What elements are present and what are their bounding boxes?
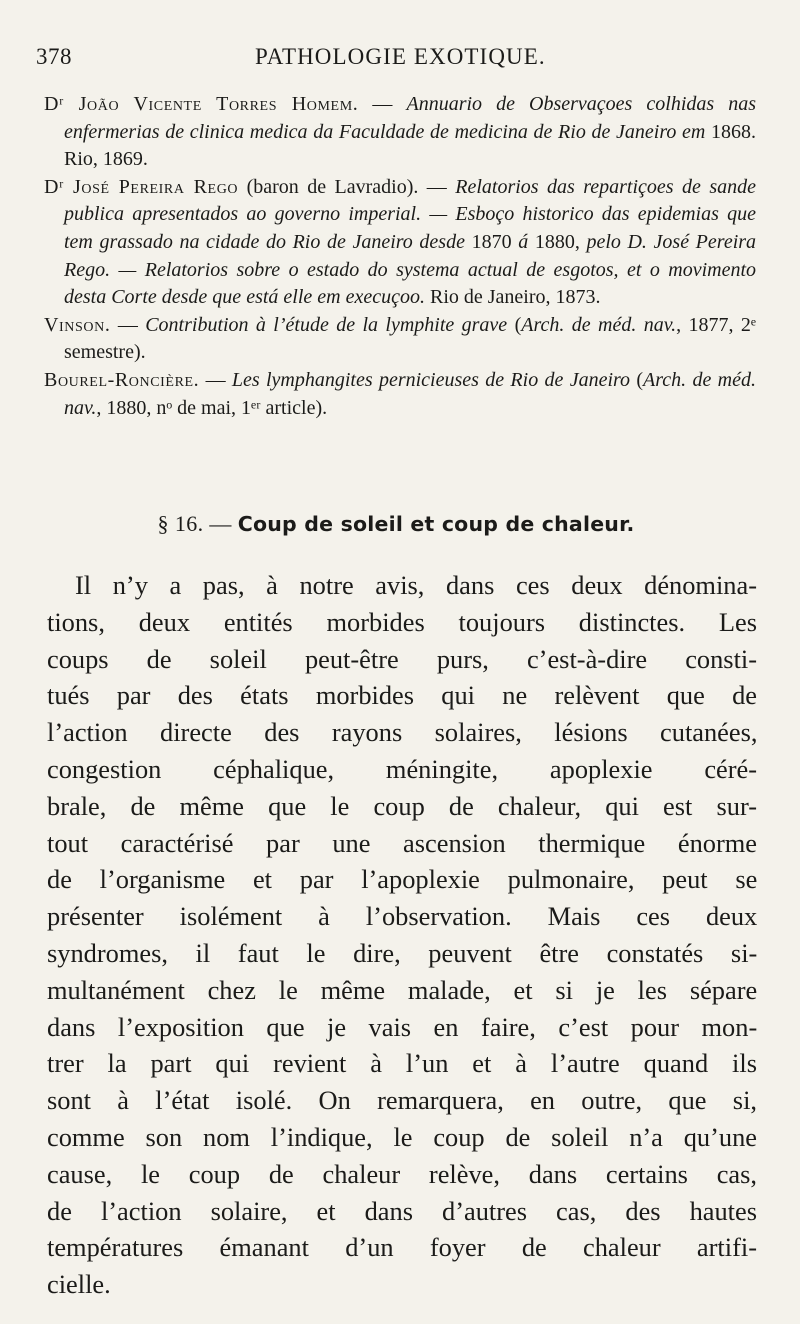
bib-journal: Arch. de méd. nav. <box>64 368 756 419</box>
section-number: § 16. — <box>157 511 232 536</box>
body-paragraph <box>47 567 757 1303</box>
bib-author: Vinson. <box>44 313 111 336</box>
bib-text: ( <box>507 313 522 336</box>
bib-entry <box>44 367 756 422</box>
bib-text: á <box>518 230 529 253</box>
text-line: de l’action solaire, et dans d’autres cas, des hautes <box>47 1195 757 1226</box>
bib-details: , 1877, 2ᵉ semestre). <box>64 313 757 364</box>
text-line: brale, de même que le coup de chaleur, qui est sur- <box>47 790 757 821</box>
bib-text: — <box>199 368 232 391</box>
bibliography <box>44 91 756 422</box>
text-line: comme son nom l’indique, le coup de soleil n’a qu’une <box>47 1121 757 1152</box>
text-line: syndromes, il faut le dire, peuvent être constatés si- <box>47 937 758 968</box>
text-line: tués par des états morbides qui ne relèvent que de <box>47 680 757 711</box>
text-line: présenter isolément à l’observation. Mais ces deux <box>47 901 758 932</box>
text-line: Il n’y a pas, à notre avis, dans ces deux dénomina- <box>75 570 757 600</box>
bib-separator: — <box>358 93 407 115</box>
page-header <box>36 44 776 78</box>
text-line: sont à l’état isolé. On remarquera, en outre, que si, <box>47 1085 757 1116</box>
bib-text: ( <box>630 368 644 391</box>
text-line: trer la part qui revient à l’un et à l’autre quand ils <box>47 1048 757 1079</box>
bib-details: , 1880, nᵒ de mai, 1ᵉʳ article). <box>96 396 328 419</box>
text-line: cielle. <box>47 1269 111 1300</box>
bib-text: 1880, <box>528 230 587 253</box>
bib-author: Bourel-Roncière. <box>44 368 200 391</box>
bib-author: Dʳ João Vicente Torres Homem. <box>44 93 359 115</box>
section-title: Coup de soleil et coup de chaleur. <box>237 512 635 536</box>
text-line: tout caractérisé par une ascension thermique énorme <box>47 827 757 858</box>
bib-title: pelo D. José Pereira Rego. — Relatorios sobre o estado do systema actual de esgotos, et o movimento desta Corte desde que está elle em execuçoo. <box>64 230 757 309</box>
bib-entry <box>44 174 756 312</box>
section-heading <box>40 511 752 537</box>
text-line: l’action directe des rayons solaires, lésions cutanées, <box>47 717 758 748</box>
bib-text: — <box>110 313 146 336</box>
bib-text: (baron de Lavradio). — <box>238 175 456 198</box>
text-line: températures émanant d’un foyer de chaleur artifi- <box>47 1232 757 1263</box>
page-number: 378 <box>36 44 72 69</box>
bib-author: Dʳ José Pereira Rego <box>44 175 239 198</box>
text-line: cause, le coup de chaleur relève, dans certains cas, <box>47 1158 757 1189</box>
text-line: coups de soleil peut-être purs, c’est-à-dire consti- <box>47 643 758 674</box>
bib-title: Relatorios das repartiçoes de sande publica apresentados ao governo imperial. — Esboço historico das epidemias que tem grassado na cidade do Rio de Janeiro desde <box>64 175 756 253</box>
bib-entry <box>44 312 756 367</box>
bib-title: Contribution à l’étude de la lymphite grave <box>145 313 508 336</box>
bib-details: 1868. Rio, 1869. <box>64 120 756 171</box>
bib-title: Les lymphangites pernicieuses de Rio de Janeiro <box>231 368 631 391</box>
text-line: de l’organisme et par l’apoplexie pulmonaire, peut se <box>47 864 758 895</box>
text-line: dans l’exposition que je vais en faire, c’est pour mon- <box>47 1011 758 1042</box>
running-head: PATHOLOGIE EXOTIQUE. <box>255 44 546 69</box>
bib-journal: Arch. de méd. nav. <box>521 313 677 336</box>
text-line: multanément chez le même malade, et si je les sépare <box>47 974 758 1005</box>
bib-title: Annuario de Observaçoes colhidas nas enfermerias de clinica medica da Faculdade de medicina de Rio de Janeiro em <box>64 93 757 143</box>
text-line: congestion céphalique, méningite, apoplexie céré- <box>47 753 758 784</box>
bib-text: 1870 <box>464 230 519 253</box>
text-line: tions, deux entités morbides toujours distinctes. Les <box>47 606 757 637</box>
bib-details: Rio de Janeiro, 1873. <box>424 286 601 309</box>
bib-entry <box>44 91 756 174</box>
